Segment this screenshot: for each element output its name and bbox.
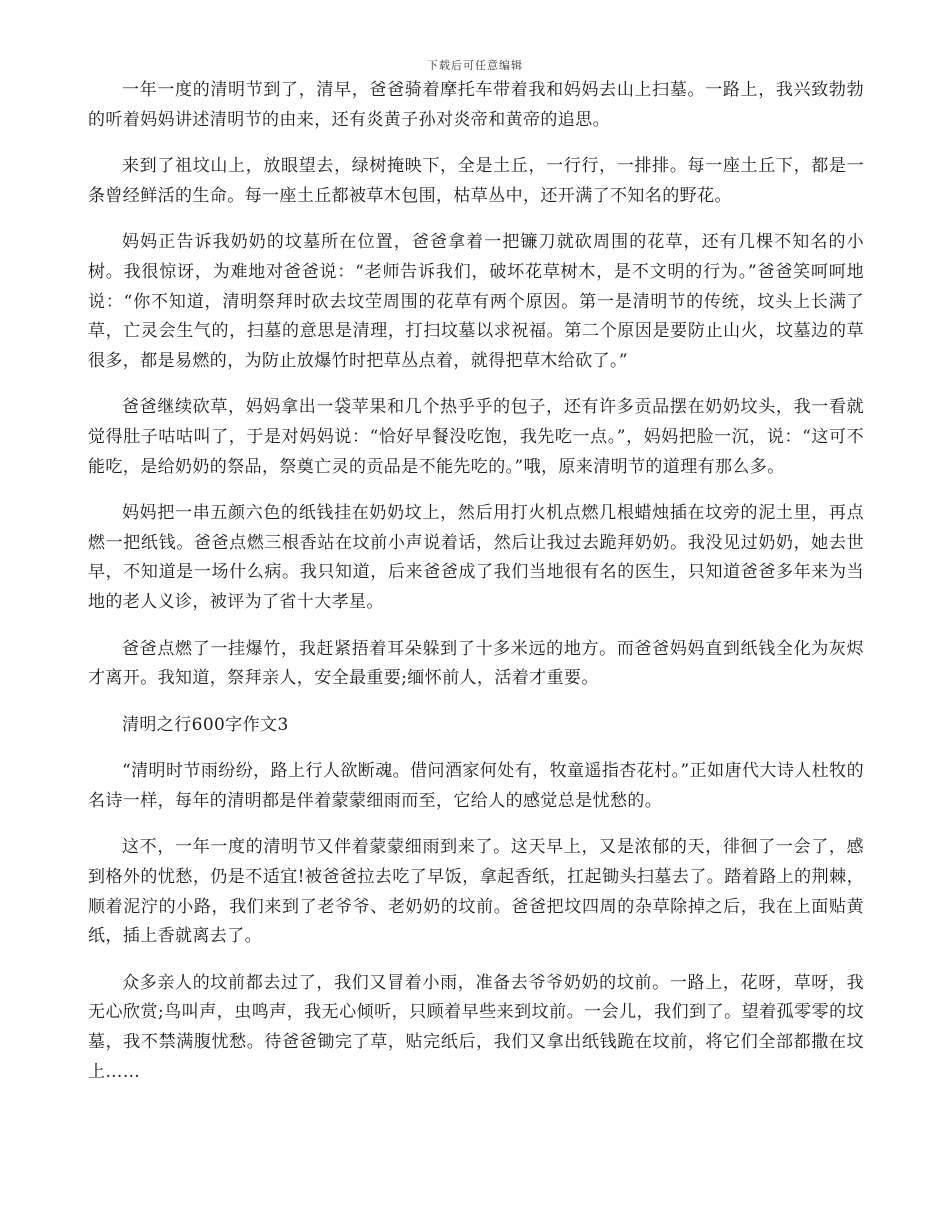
paragraph-9: 众多亲人的坟前都去过了，我们又冒着小雨，准备去爷爷奶奶的坟前。一路上，花呀，草呀，我无心欣赏;鸟叫声，虫鸣声，我无心倾听，只顾着早些来到坟前。一会儿，我们到了。望着孤零零的坟墓，我不禁满腹忧愁。待爸爸锄完了草，贴完纸后，我们又拿出纸钱跪在坟前，将它们全部都撒在坟上…… [88, 972, 864, 1082]
paragraph-7: “清明时节雨纷纷，路上行人欲断魂。借问酒家何处有，牧童遥指杏花村。”正如唐代大诗人杜牧的名诗一样，每年的清明都是伴着蒙蒙细雨而至，它给人的感觉总是忧愁的。 [88, 761, 864, 811]
page-header: 下载后可任意编辑 [427, 59, 523, 72]
paragraph-6: 爸爸点燃了一挂爆竹，我赶紧捂着耳朵躲到了十多米远的地方。而爸爸妈妈直到纸钱全化为灰烬才离开。我知道，祭拜亲人，安全最重要;缅怀前人，活着才重要。 [88, 638, 864, 689]
paragraph-4: 爸爸继续砍草，妈妈拿出一袋苹果和几个热乎乎的包子，还有许多贡品摆在奶奶坟头，我一看就觉得肚子咕咕叫了，于是对妈妈说：“恰好早餐没吃饱，我先吃一点。”，妈妈把脸一沉，说：“这可不能吃，是给奶奶的祭品，祭奠亡灵的贡品是不能先吃的。”哦，原来清明节的道理有那么多。 [88, 397, 864, 477]
paragraph-8: 这不，一年一度的清明节又伴着蒙蒙细雨到来了。这天早上，又是浓郁的天，徘徊了一会了，感到格外的忧愁，仍是不适宜!被爸爸拉去吃了早饭，拿起香纸，扛起锄头扫墓去了。踏着路上的荆棘，顺着泥泞的小路，我们来到了老爷爷、老奶奶的坟前。爸爸把坟四周的杂草除掉之后，我在上面贴黄纸，插上香就离去了。 [88, 837, 864, 947]
paragraph-5: 妈妈把一串五颜六色的纸钱挂在奶奶坟上，然后用打火机点燃几根蜡烛插在坟旁的泥土里，再点燃一把纸钱。爸爸点燃三根香站在坟前小声说着话，然后让我过去跪拜奶奶。我没见过奶奶，她去世早，不知道是一场什么病。我只知道，后来爸爸成了我们当地很有名的医生，只知道爸爸多年来为当地的老人义诊，被评为了省十大孝星。 [88, 503, 864, 612]
paragraph-1: 一年一度的清明节到了，清早，爸爸骑着摩托车带着我和妈妈去山上扫墓。一路上，我兴致勃勃的听着妈妈讲述清明节的由来，还有炎黄子孙对炎帝和黄帝的追思。 [88, 80, 864, 130]
section-title: 清明之行600字作文3 [122, 714, 289, 735]
paragraph-2: 来到了祖坟山上，放眼望去，绿树掩映下，全是土丘，一行行，一排排。每一座土丘下，都是一条曾经鲜活的生命。每一座土丘都被草木包围，枯草丛中，还开满了不知名的野花。 [88, 156, 864, 206]
paragraph-3: 妈妈正告诉我奶奶的坟墓所在位置，爸爸拿着一把镰刀就砍周围的花草，还有几棵不知名的小树。我很惊讶，为难地对爸爸说：“老师告诉我们，破坏花草树木，是不文明的行为。”爸爸笑呵呵地说：“你不知道，清明祭拜时砍去坟茔周围的花草有两个原因。第一是清明节的传统，坟头上长满了草，亡灵会生气的，扫墓的意思是清理，打扫坟墓以求祝福。第二个原因是要防止山火，坟墓边的草很多，都是易燃的，为防止放爆竹时把草丛点着，就得把草木给砍了。” [88, 232, 864, 371]
document-body [88, 76, 864, 1087]
